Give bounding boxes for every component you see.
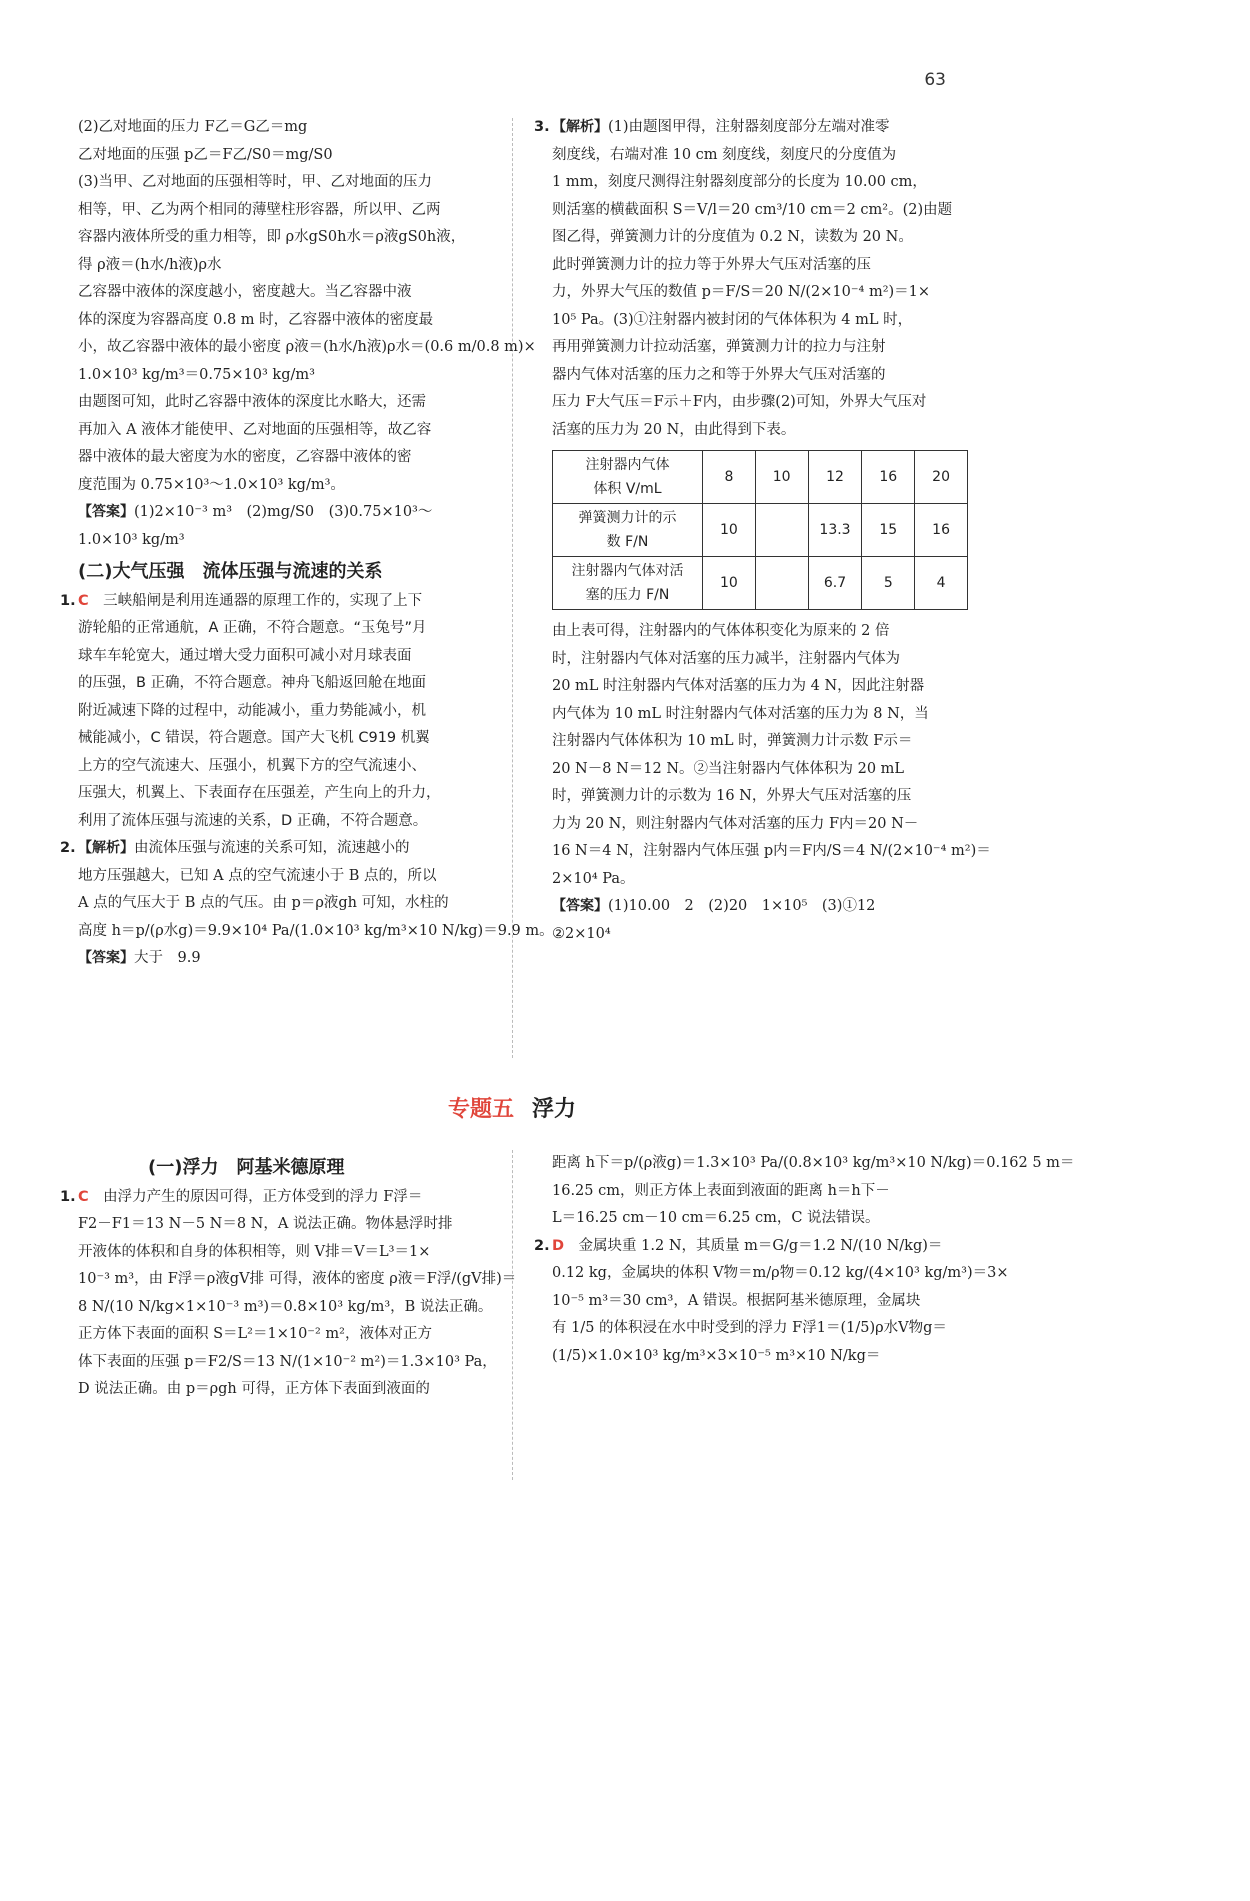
text-line: 内气体为 10 mL 时注射器内气体对活塞的压力为 8 N，当 bbox=[552, 705, 929, 722]
text-line: 10⁻⁵ m³＝30 cm³，A 错误。根据阿基米德原理，金属块 bbox=[552, 1292, 921, 1309]
solution-paragraph bbox=[78, 114, 536, 499]
row-header: 注射器内气体对活 塞的压力 F/N bbox=[553, 557, 703, 610]
table-cell: 13.3 bbox=[808, 504, 862, 557]
text-line: 16 N＝4 N，注射器内气体压强 p内＝F内/S＝4 N/(2×10⁻⁴ m²)＝ bbox=[552, 843, 991, 859]
analysis-label: 【解析】 bbox=[78, 840, 134, 856]
answer-text: (1)10.00 2 (2)20 1×10⁵ (3)①12 bbox=[608, 898, 876, 914]
text-line: 械能减小，C 错误，符合题意。国产大飞机 C919 机翼 bbox=[78, 730, 430, 746]
table-cell: 15 bbox=[862, 504, 915, 557]
text-line: 0.12 kg，金属块的体积 V物＝m/ρ物＝0.12 kg/(4×10³ kg/m³)＝3× bbox=[552, 1265, 1009, 1281]
table-cell: 6.7 bbox=[808, 557, 862, 610]
text-line: 活塞的压力为 20 N，由此得到下表。 bbox=[552, 421, 796, 438]
table-cell: 20 bbox=[915, 451, 968, 504]
text-line: 由上表可得，注射器内的气体体积变化为原来的 2 倍 bbox=[552, 623, 890, 639]
text-line: D 说法正确。由 p＝ρgh 可得，正方体下表面到液面的 bbox=[78, 1381, 430, 1397]
text-line: L＝16.25 cm－10 cm＝6.25 cm，C 说法错误。 bbox=[552, 1210, 880, 1226]
question-1 bbox=[60, 588, 496, 836]
question-number: 1. bbox=[60, 592, 76, 609]
left-column-top bbox=[60, 114, 554, 973]
table-cell: 12 bbox=[808, 451, 862, 504]
text-line: 由题图可知，此时乙容器中液体的深度比水略大，还需 bbox=[78, 394, 426, 410]
text-line: 的压强，B 正确，不符合题意。神舟飞船返回舱在地面 bbox=[78, 675, 427, 691]
text-line: 开液体的体积和自身的体积相等，则 V排＝V＝L³＝1× bbox=[78, 1243, 431, 1260]
text-line: 20 mL 时注射器内气体对活塞的压力为 4 N，因此注射器 bbox=[552, 678, 925, 694]
text-line: 再加入 A 液体才能使甲、乙对地面的压强相等，故乙容 bbox=[78, 421, 432, 438]
text-line: 时，弹簧测力计的示数为 16 N，外界大气压对活塞的压 bbox=[552, 788, 912, 804]
answer-text: ②2×10⁴ bbox=[552, 925, 611, 942]
table-cell: 5 bbox=[862, 557, 915, 610]
chapter-heading bbox=[0, 1092, 1024, 1123]
right-column-top bbox=[534, 114, 991, 948]
table-cell: 10 bbox=[703, 557, 756, 610]
text-line: 力为 20 N，则注射器内气体对活塞的压力 F内＝20 N－ bbox=[552, 815, 919, 832]
text-line: 高度 h＝p/(ρ水g)＝9.9×10⁴ Pa/(1.0×10³ kg/m³×10 N/kg)＝9.9 m。 bbox=[78, 922, 554, 939]
table-cell: 8 bbox=[703, 451, 756, 504]
answer-text: 1.0×10³ kg/m³ bbox=[78, 531, 185, 548]
question-number: 2. bbox=[534, 1237, 550, 1254]
text-line: (1/5)×1.0×10³ kg/m³×3×10⁻⁵ m³×10 N/kg＝ bbox=[552, 1347, 881, 1364]
text-line: 三峡船闸是利用连通器的原理工作的，实现了上下 bbox=[103, 592, 423, 609]
table-cell: 4 bbox=[915, 557, 968, 610]
text-line: 体的深度为容器高度 0.8 m 时，乙容器中液体的密度最 bbox=[78, 311, 434, 328]
answer-label: 【答案】 bbox=[78, 950, 134, 966]
chapter-title: 浮力 bbox=[532, 1097, 577, 1122]
text-line: 正方体下表面的面积 S＝L²＝1×10⁻² m²，液体对正方 bbox=[78, 1326, 432, 1342]
chapter-number: 专题五 bbox=[447, 1097, 514, 1122]
answer-choice: C bbox=[78, 592, 89, 609]
text-line: 金属块重 1.2 N，其质量 m＝G/g＝1.2 N/(10 N/kg)＝ bbox=[578, 1237, 943, 1254]
section-title: (二)大气压强 流体压强与流速的关系 bbox=[78, 561, 383, 582]
text-line: 度范围为 0.75×10³～1.0×10³ kg/m³。 bbox=[78, 476, 345, 493]
row-header: 弹簧测力计的示 数 F/N bbox=[553, 504, 703, 557]
section-title: (一)浮力 阿基米德原理 bbox=[148, 1157, 345, 1178]
text-line: 距离 h下＝p/(ρ液g)＝1.3×10³ Pa/(0.8×10³ kg/m³×10 N/kg)＝0.162 5 m＝ bbox=[552, 1155, 1075, 1171]
text-line: 1 mm，刻度尺测得注射器刻度部分的长度为 10.00 cm， bbox=[552, 174, 927, 190]
answer-block bbox=[78, 499, 496, 554]
text-line: 乙容器中液体的深度越小，密度越大。当乙容器中液 bbox=[78, 284, 412, 300]
text-line: 1.0×10³ kg/m³＝0.75×10³ kg/m³ bbox=[78, 366, 315, 383]
text-line: 游轮船的正常通航，A 正确，不符合题意。“玉兔号”月 bbox=[78, 620, 427, 636]
answer-choice: C bbox=[78, 1188, 89, 1205]
text-line: 压强大，机翼上、下表面存在压强差，产生向上的升力， bbox=[78, 785, 441, 801]
table-cell bbox=[755, 557, 808, 610]
text-line: (3)当甲、乙对地面的压强相等时，甲、乙对地面的压力 bbox=[78, 174, 433, 190]
text-line: (1)由题图甲得，注射器刻度部分左端对准零 bbox=[608, 119, 890, 135]
text-line: 10⁻³ m³，由 F浮＝ρ液gV排 可得，液体的密度 ρ液＝F浮/(gV排)＝ bbox=[78, 1271, 517, 1287]
left-column-bottom bbox=[60, 1150, 517, 1404]
text-line: 由浮力产生的原因可得，正方体受到的浮力 F浮＝ bbox=[103, 1188, 423, 1205]
table-row bbox=[553, 451, 968, 504]
text-line: 20 N－8 N＝12 N。②当注射器内气体体积为 20 mL bbox=[552, 760, 905, 777]
text-line: 由流体压强与流速的关系可知，流速越小的 bbox=[134, 840, 410, 856]
question-number: 3. bbox=[534, 119, 550, 135]
text-line: 压力 F大气压＝F示＋F内，由步骤(2)可知，外界大气压对 bbox=[552, 394, 927, 410]
text-line: 力，外界大气压的数值 p＝F/S＝20 N/(2×10⁻⁴ m²)＝1× bbox=[552, 284, 931, 300]
text-line: 有 1/5 的体积浸在水中时受到的浮力 F浮1＝(1/5)ρ水V物g＝ bbox=[552, 1320, 947, 1336]
text-line: 再用弹簧测力计拉动活塞，弹簧测力计的拉力与注射 bbox=[552, 339, 886, 355]
row-header: 注射器内气体 体积 V/mL bbox=[553, 451, 703, 504]
text-line: 16.25 cm，则正方体上表面到液面的距离 h＝h下－ bbox=[552, 1182, 890, 1199]
text-line: 器内气体对活塞的压力之和等于外界大气压对活塞的 bbox=[552, 366, 886, 383]
text-line: 小，故乙容器中液体的最小密度 ρ液＝(h水/h液)ρ水＝(0.6 m/0.8 m)× bbox=[78, 339, 536, 355]
text-line: A 点的气压大于 B 点的气压。由 p＝ρ液gh 可知，水柱的 bbox=[78, 895, 449, 911]
text-line: 上方的空气流速大、压强小，机翼下方的空气流速小、 bbox=[78, 757, 426, 774]
text-line: 刻度线，右端对准 10 cm 刻度线，刻度尺的分度值为 bbox=[552, 146, 897, 163]
right-column-bottom bbox=[534, 1150, 1075, 1370]
text-line: 乙对地面的压强 p乙＝F乙/S0＝mg/S0 bbox=[78, 146, 333, 163]
analysis-label: 【解析】 bbox=[552, 119, 608, 135]
page-number: 63 bbox=[924, 70, 946, 90]
text-line: 体下表面的压强 p＝F2/S＝13 N/(1×10⁻² m²)＝1.3×10³ Pa， bbox=[78, 1353, 497, 1370]
column-divider-top bbox=[512, 118, 513, 1058]
text-line: 10⁵ Pa。(3)①注射器内被封闭的气体体积为 4 mL 时， bbox=[552, 311, 913, 328]
text-line: (2)乙对地面的压力 F乙＝G乙＝mg bbox=[78, 119, 308, 135]
text-line: 地方压强越大，已知 A 点的空气流速小于 B 点的，所以 bbox=[78, 867, 437, 884]
text-line: 时，注射器内气体对活塞的压力减半，注射器内气体为 bbox=[552, 650, 900, 667]
table-cell: 16 bbox=[862, 451, 915, 504]
text-line: 得 ρ液＝(h水/h液)ρ水 bbox=[78, 256, 222, 273]
table-cell bbox=[755, 504, 808, 557]
text-line: 利用了流体压强与流速的关系，D 正确，不符合题意。 bbox=[78, 812, 428, 829]
data-table bbox=[552, 450, 968, 610]
table-cell: 16 bbox=[915, 504, 968, 557]
table-row bbox=[553, 504, 968, 557]
answer-text: (1)2×10⁻³ m³ (2)mg/S0 (3)0.75×10³～ bbox=[134, 504, 433, 520]
column-divider-bottom bbox=[512, 1150, 513, 1480]
table-row bbox=[553, 557, 968, 610]
text-line: 图乙得，弹簧测力计的分度值为 0.2 N，读数为 20 N。 bbox=[552, 229, 913, 245]
question-2 bbox=[60, 835, 554, 973]
text-line: 此时弹簧测力计的拉力等于外界大气压对活塞的压 bbox=[552, 256, 871, 273]
text-line: 2×10⁴ Pa。 bbox=[552, 870, 635, 887]
answer-label: 【答案】 bbox=[552, 898, 608, 914]
table-cell: 10 bbox=[755, 451, 808, 504]
text-line: 容器内液体所受的重力相等，即 ρ水gS0h水＝ρ液gS0h液， bbox=[78, 229, 466, 245]
text-line: 器中液体的最大密度为水的密度，乙容器中液体的密 bbox=[78, 449, 412, 465]
text-line: 附近减速下降的过程中，动能减小，重力势能减小，机 bbox=[78, 702, 426, 719]
answer-label: 【答案】 bbox=[78, 504, 134, 520]
table-cell: 10 bbox=[703, 504, 756, 557]
text-line: 注射器内气体体积为 10 mL 时，弹簧测力计示数 F示＝ bbox=[552, 733, 913, 749]
question-number: 1. bbox=[60, 1188, 76, 1205]
text-line: 则活塞的横截面积 S＝V/l＝20 cm³/10 cm＝2 cm²。(2)由题 bbox=[552, 201, 953, 218]
text-line: 球车车轮宽大，通过增大受力面积可减小对月球表面 bbox=[78, 647, 412, 664]
answer-text: 大于 9.9 bbox=[134, 950, 201, 966]
text-line: F2－F1＝13 N－5 N＝8 N，A 说法正确。物体悬浮时排 bbox=[78, 1216, 453, 1232]
text-line: 8 N/(10 N/kg×1×10⁻³ m³)＝0.8×10³ kg/m³，B 说法正确。 bbox=[78, 1298, 493, 1315]
question-number: 2. bbox=[60, 840, 76, 856]
answer-choice: D bbox=[552, 1237, 565, 1254]
text-line: 相等，甲、乙为两个相同的薄壁柱形容器，所以甲、乙两 bbox=[78, 201, 441, 218]
